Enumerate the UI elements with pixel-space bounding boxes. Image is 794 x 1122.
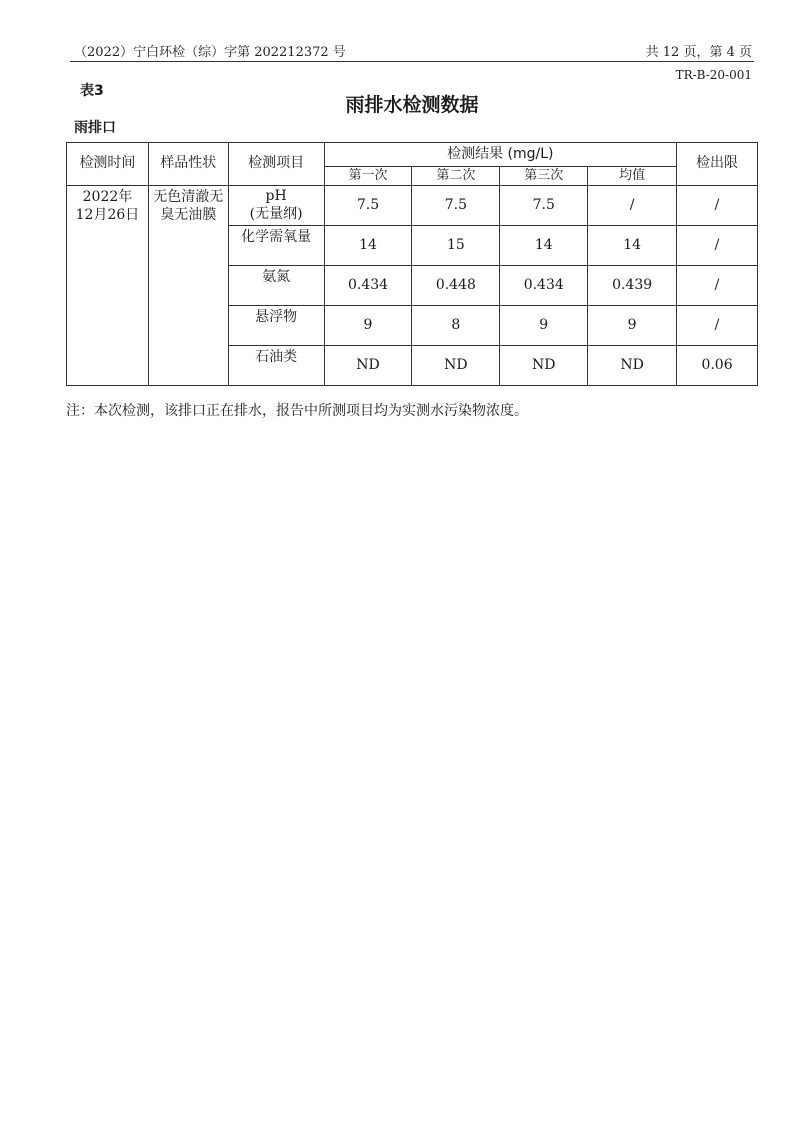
value-second: 15 <box>412 226 500 266</box>
value-second: 7.5 <box>412 186 500 226</box>
col-header-second: 第二次 <box>412 167 500 186</box>
sample-date-year: 2022年 <box>82 189 133 205</box>
value-third: 0.434 <box>500 266 588 306</box>
value-first: 9 <box>324 306 412 346</box>
value-limit: / <box>677 186 758 226</box>
value-limit: / <box>677 306 758 346</box>
results-table <box>66 142 758 386</box>
item-name: 化学需氧量 <box>228 226 324 266</box>
col-header-results: 检测结果 (mg/L) <box>324 143 677 167</box>
report-number: （2022）宁白环检（综）字第 202212372 号 <box>74 45 346 60</box>
value-third: ND <box>500 346 588 386</box>
col-header-third: 第三次 <box>500 167 588 186</box>
table-row <box>67 186 758 226</box>
sample-state <box>148 186 228 386</box>
value-third: 9 <box>500 306 588 346</box>
col-header-average: 均值 <box>588 167 677 186</box>
value-third: 14 <box>500 226 588 266</box>
value-average: 9 <box>588 306 677 346</box>
value-average: 14 <box>588 226 677 266</box>
value-first: ND <box>324 346 412 386</box>
table-label: 表3 <box>80 83 104 99</box>
value-first: 0.434 <box>324 266 412 306</box>
value-limit: / <box>677 266 758 306</box>
value-first: 7.5 <box>324 186 412 226</box>
value-third: 7.5 <box>500 186 588 226</box>
sample-date-day: 12月26日 <box>75 206 140 223</box>
col-header-first: 第一次 <box>324 167 412 186</box>
value-second: 8 <box>412 306 500 346</box>
value-first: 14 <box>324 226 412 266</box>
header-row <box>67 143 758 167</box>
value-average: ND <box>588 346 677 386</box>
item-name: 悬浮物 <box>228 306 324 346</box>
page-indicator: 共 12 页，第 4 页 <box>645 45 752 60</box>
sample-state-line1: 无色清澈无 <box>153 189 224 205</box>
footnote: 注：本次检测，该排口正在排水，报告中所测项目均为实测水污染物浓度。 <box>66 403 528 419</box>
item-cell <box>228 186 324 226</box>
value-average: / <box>588 186 677 226</box>
col-header-item: 检测项目 <box>228 143 324 186</box>
form-code: TR-B-20-001 <box>675 68 752 82</box>
page-title: 雨排水检测数据 <box>345 94 479 116</box>
value-second: ND <box>412 346 500 386</box>
sample-date <box>67 186 149 386</box>
item-name: 石油类 <box>228 346 324 386</box>
sample-state-line2: 臭无油膜 <box>160 206 217 223</box>
col-header-limit: 检出限 <box>677 143 758 186</box>
sampling-location: 雨排口 <box>74 120 116 136</box>
value-second: 0.448 <box>412 266 500 306</box>
item-name: pH <box>265 188 287 204</box>
value-limit: / <box>677 226 758 266</box>
value-average: 0.439 <box>588 266 677 306</box>
item-name: 氨氮 <box>228 266 324 306</box>
col-header-sample: 样品性状 <box>148 143 228 186</box>
value-limit: 0.06 <box>677 346 758 386</box>
col-header-time: 检测时间 <box>67 143 149 186</box>
item-unit: (无量纲) <box>249 205 303 222</box>
header-divider <box>70 61 754 62</box>
